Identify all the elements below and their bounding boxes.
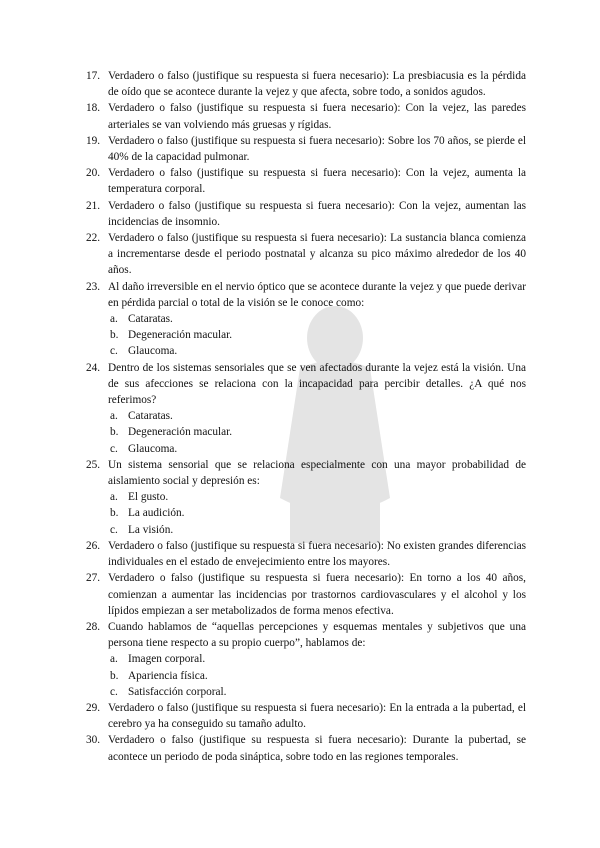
- question-item: [86, 538, 526, 570]
- option-item: [92, 408, 526, 424]
- question-number: 29.: [86, 701, 101, 714]
- question-text: Verdadero o falso (justifique su respuesta si fuera necesario): En torno a los 40 años, comienzan a aumentar las incidencias por trastornos cardiovasculares y el alcohol y los lípidos empiezan a ser metabolizados de forma menos efectiva.: [108, 572, 526, 617]
- option-item: [92, 522, 526, 538]
- question-item: [86, 279, 526, 311]
- option-letter: a.: [110, 491, 118, 504]
- option-text: La audición.: [128, 507, 185, 520]
- question-item: [86, 198, 526, 230]
- option-text: Glaucoma.: [128, 345, 178, 358]
- question-number: 20.: [86, 167, 101, 180]
- option-text: El gusto.: [128, 491, 169, 504]
- option-letter: b.: [110, 329, 119, 342]
- option-item: [92, 668, 526, 684]
- option-list: [92, 651, 526, 700]
- question-number: 22.: [86, 232, 101, 245]
- option-item: [92, 343, 526, 359]
- question-text: Dentro de los sistemas sensoriales que se ven afectados durante la vejez está la visión. Una de sus afecciones se relaciona con la incapacidad para percibir detalles. ¿A qué nos referimos?: [108, 361, 526, 407]
- option-letter: a.: [110, 313, 118, 326]
- option-list: [92, 408, 526, 457]
- question-text: Verdadero o falso (justifique su respuesta si fuera necesario): En la entrada a la pubertad, el cerebro ya ha conseguido su tamaño adulto.: [108, 701, 526, 731]
- question-number: 24.: [86, 361, 101, 374]
- option-letter: c.: [110, 442, 118, 455]
- option-item: [92, 311, 526, 327]
- option-item: [92, 489, 526, 505]
- question-text: Verdadero o falso (justifique su respuesta si fuera necesario): Con la vejez, aumentan las incidencias de insomnio.: [108, 199, 526, 228]
- question-item: [86, 732, 526, 764]
- option-letter: b.: [110, 507, 119, 520]
- question-text: Un sistema sensorial que se relaciona especialmente con una mayor probabilidad de aislamiento social y depresión es:: [108, 458, 526, 488]
- option-item: [92, 424, 526, 440]
- option-letter: c.: [110, 523, 118, 536]
- question-text: Verdadero o falso (justifique su respuesta si fuera necesario): La sustancia blanca comienza a incrementarse desde el periodo postnatal y alcanza su pico máximo alrededor de los 40 años.: [108, 232, 526, 277]
- question-item: [86, 360, 526, 409]
- option-item: [92, 684, 526, 700]
- question-text: Verdadero o falso (justifique su respuesta si fuera necesario): Con la vejez, las paredes arteriales se van volviendo más gruesas y rígidas.: [108, 102, 526, 131]
- option-item: [92, 441, 526, 457]
- question-item: [86, 165, 526, 197]
- question-text: Verdadero o falso (justifique su respuesta si fuera necesario): La presbiacusia es la pérdida de oído que se acontece durante la vejez y que afecta, sobre todo, a sonidos agudos.: [108, 70, 526, 99]
- question-number: 25.: [86, 458, 101, 471]
- question-number: 30.: [86, 734, 101, 747]
- question-item: [86, 457, 526, 489]
- option-letter: b.: [110, 669, 119, 682]
- option-letter: a.: [110, 653, 118, 666]
- question-text: Verdadero o falso (justifique su respuesta si fuera necesario): Con la vejez, aumenta la temperatura corporal.: [108, 167, 526, 196]
- question-number: 27.: [86, 572, 101, 585]
- question-text: Verdadero o falso (justifique su respuesta si fuera necesario): Durante la pubertad, se acontece un periodo de poda sináptica, sobre todo en las regiones temporales.: [108, 734, 526, 763]
- option-text: Glaucoma.: [128, 442, 178, 455]
- question-text: Cuando hablamos de “aquellas percepciones y esquemas mentales y subjetivos que una persona tiene respecto a su propio cuerpo”, hablamos de:: [108, 620, 526, 650]
- option-item: [92, 327, 526, 343]
- option-text: Imagen corporal.: [128, 653, 206, 666]
- question-text: Al daño irreversible en el nervio óptico que se acontece durante la vejez y que puede derivar en pérdida parcial o total de la visión se le conoce como:: [108, 280, 526, 309]
- option-letter: c.: [110, 345, 118, 358]
- option-text: Cataratas.: [128, 313, 173, 326]
- question-list: [86, 68, 526, 765]
- question-item: [86, 68, 526, 100]
- question-text: Verdadero o falso (justifique su respuesta si fuera necesario): No existen grandes diferencias individuales en el estado de envejecimiento entre los mayores.: [108, 539, 526, 569]
- question-number: 28.: [86, 620, 101, 633]
- question-number: 17.: [86, 70, 101, 82]
- question-number: 21.: [86, 199, 101, 212]
- question-number: 18.: [86, 102, 101, 115]
- option-letter: b.: [110, 426, 119, 439]
- question-item: [86, 570, 526, 619]
- option-letter: c.: [110, 685, 118, 698]
- option-text: Apariencia física.: [128, 669, 208, 682]
- option-item: [92, 505, 526, 521]
- question-item: [86, 100, 526, 132]
- question-item: [86, 700, 526, 732]
- question-number: 19.: [86, 134, 101, 147]
- question-text: Verdadero o falso (justifique su respuesta si fuera necesario): Sobre los 70 años, se pierde el 40% de la capacidad pulmonar.: [108, 134, 526, 164]
- question-number: 26.: [86, 539, 101, 552]
- option-list: [92, 311, 526, 360]
- option-item: [92, 651, 526, 667]
- option-letter: a.: [110, 410, 118, 423]
- option-text: Satisfacción corporal.: [128, 685, 227, 698]
- option-text: Cataratas.: [128, 410, 173, 423]
- question-number: 23.: [86, 280, 101, 293]
- option-text: Degeneración macular.: [128, 426, 233, 439]
- question-item: [86, 133, 526, 165]
- question-item: [86, 619, 526, 651]
- option-list: [92, 489, 526, 538]
- option-text: La visión.: [128, 523, 174, 536]
- option-text: Degeneración macular.: [128, 329, 233, 342]
- question-item: [86, 230, 526, 279]
